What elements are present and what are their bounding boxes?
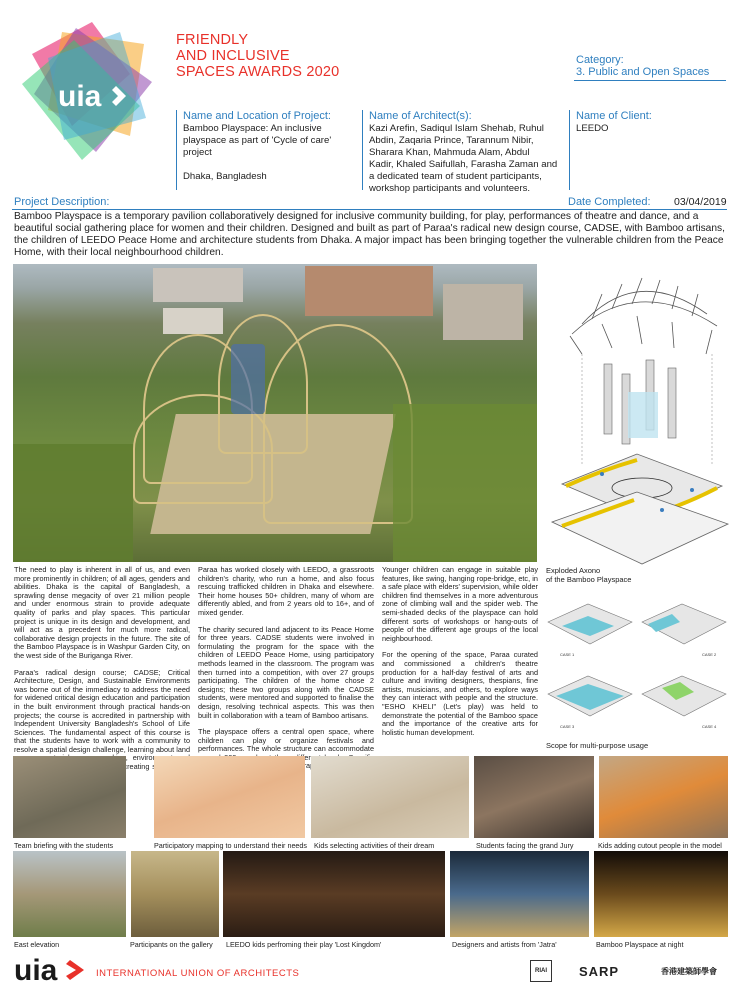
sponsor-logo-sarp: SARP <box>578 963 620 979</box>
date-label: Date Completed: <box>568 196 651 208</box>
gallery-photo-lost-kingdom <box>223 851 445 937</box>
column-divider <box>362 110 363 190</box>
date-value: 03/04/2019 <box>674 196 727 208</box>
gallery-photo-team-briefing <box>13 756 126 838</box>
body-column-1: The need to play is inherent in all of us, and even more prominently in children; of all ages, genders and abilities. Dhaka is the capital of Bangladesh, a sprawling dense megacity of over 21 million people and under enormous strain to provide adequate quality of parks and play spaces. This particular project is unique in its design and development, and will act as a precedent for much more radical, collaborative design projects in the future. The site of the Bamboo Playspace is in Washpur Garden City, on the west side of the Buriganga River. Paraa's radical design course; CADSE; Critical Architecture, Design, and Sustainable Environments was borne out of the immediacy to address the need for widened critical design education and participation in the built environment through practical hands-on projects; the course is accredited in partnership with Independent University Bangladesh's School of Life Sciences. The fundamental aspect of this course is that the students have to work with a community to resolve a spatial design challenge, learning about land environment creating <box>14 565 190 772</box>
gallery-caption: Participatory mapping to understand their needs <box>154 841 308 850</box>
gallery-caption: Participants on the gallery <box>130 940 213 949</box>
title-line-1: FRIENDLY <box>176 32 249 48</box>
axonometric-caption: Exploded Axono of the Bamboo Playspace <box>546 566 632 584</box>
description-text: Bamboo Playspace is a temporary pavilion collaboratively designed for inclusive community building, for play, performances of theatre and dance, and a beautiful social gathering place for women and their children. Designed and built as part of Paraa's radical new design course, CADSE, with Bamboo artisans, the children of LEEDO Peace Home and architecture students from Dhaka. A major impact has been bringing together the vulnerable children from the Peace Home, with their local neighbourhood children. <box>14 211 725 258</box>
project-name-label: Name and Location of Project: <box>183 110 331 122</box>
category-value: 3. Public and Open Spaces <box>576 66 710 78</box>
gallery-caption: Team briefing with the students <box>14 841 114 850</box>
client-value: LEEDO <box>576 123 609 134</box>
column-divider <box>176 110 177 190</box>
exploded-axonometric-drawing <box>542 264 732 574</box>
sponsor-logo-riai: RIAI <box>530 960 552 982</box>
body-column-2: Paraa has worked closely with LEEDO, a grassroots children's charity, who run a home, and also focus rescuing trafficked children in Dhaka and elsewhere. Their home houses 50+ children, many of whom are differently abled, and from 2 years old to 16+, and of mixed gender. The charity secured land adjacent to its Peace Home for three years. CADSE students were involved in formulating the program for the space with the children of LEEDO Peace Home, using participatory methods learned in the classroom. The program was then turned into a competition, with over 27 groups participating. The children of the home chose 2 designs; these two groups along with the CADSE students, were mentored and supported to finalise the design, resolving technical aspects. This was then built in collaboration with a team of Bamboo artisans. The playspace offers a central open space, where children can play or organize festivals and performances. The whole structure can accommodate different <box>198 565 374 762</box>
gallery-caption: Students facing the grand Jury <box>476 841 574 850</box>
gallery-caption: Kids adding cutout people in the model <box>598 841 722 850</box>
description-label: Project Description: <box>14 196 110 208</box>
gallery-photo-grand-jury <box>474 756 594 838</box>
gallery-caption: Bamboo Playspace at night <box>596 940 684 949</box>
gallery-caption: Kids selecting activities of their dream <box>314 841 435 850</box>
title-line-2: AND INCLUSIVE <box>176 48 290 64</box>
gallery-caption: East elevation <box>14 940 60 949</box>
svg-text:CASE 2: CASE 2 <box>702 652 717 657</box>
svg-text:uia: uia <box>14 954 58 986</box>
title-line-3: SPACES AWARDS 2020 <box>176 64 340 80</box>
svg-text:CASE 1: CASE 1 <box>560 652 575 657</box>
svg-text:CASE 4: CASE 4 <box>702 724 717 729</box>
body-column-3: Younger children can engage in suitable play features, like swing, hanging rope-bridge, etc, in a safe place with elders' supervision, while older children find themselves in a more adventurous zone of climbing wall and the spider web. The semi-shaded decks of the playspace can hold different sorts of workshops or hang-outs of people of the different age groups of the local neighbourhood. For the opening of the space, Paraa curated and commissioned a children's theatre production for a half-day festival of arts and culture and inviting designers, thespians, fine artists, musicians, and others, to explore ways they can interact with people and the structure. "ESHO KHELI" (Let's play) was held to demonstrate the potential of the Bamboo space and the importance of the creative arts for holistic human development. <box>382 565 538 737</box>
sponsor-logo-hkia: 香港建築師學會 <box>661 966 717 976</box>
client-label: Name of Client: <box>576 110 652 122</box>
project-name: Bamboo Playspace: An inclusive playspace as part of 'Cycle of care' project Dhaka, Bangladesh <box>183 123 363 183</box>
gallery-caption: LEEDO kids perfroming their play 'Lost Kingdom' <box>226 940 382 949</box>
gallery-photo-participants-gallery <box>131 851 219 937</box>
category-label: Category: <box>576 54 624 66</box>
gallery-photo-kids-selecting <box>311 756 469 838</box>
gallery-photo-jatra-artists <box>450 851 589 937</box>
gallery-photo-cutout-model <box>599 756 728 838</box>
footer-org-name: INTERNATIONAL UNION OF ARCHITECTS <box>96 968 300 979</box>
project-location: Dhaka, Bangladesh <box>183 171 267 182</box>
gallery-photo-east-elevation <box>13 851 126 937</box>
column-divider <box>569 110 570 190</box>
awards-logo <box>12 14 162 164</box>
svg-text:CASE 3: CASE 3 <box>560 724 575 729</box>
aerial-photo <box>13 264 537 562</box>
architects-label: Name of Architect(s): <box>369 110 472 122</box>
gallery-photo-participatory-mapping <box>154 756 305 838</box>
description-divider <box>12 209 727 210</box>
award-title <box>176 32 339 80</box>
logo-text: uia <box>58 80 102 113</box>
gallery-photo-night <box>594 851 728 937</box>
uia-logo <box>14 952 94 986</box>
category-divider <box>574 80 726 81</box>
gallery-caption: Designers and artists from 'Jatra' <box>452 940 557 949</box>
multi-purpose-caption: Scope for multi-purpose usage <box>546 741 649 750</box>
architects-list: Kazi Arefin, Sadiqul Islam Shehab, Ruhul Abdin, Zaqaria Prince, Tarannum Nibir, Sharara Khan, Mahmuda Alam, Abdul Kadir, Khaled Saifullah, Farasha Zaman and a dedicated team of student participants, workshop participants and volunteers. <box>369 123 558 194</box>
multi-purpose-diagrams <box>542 592 732 738</box>
